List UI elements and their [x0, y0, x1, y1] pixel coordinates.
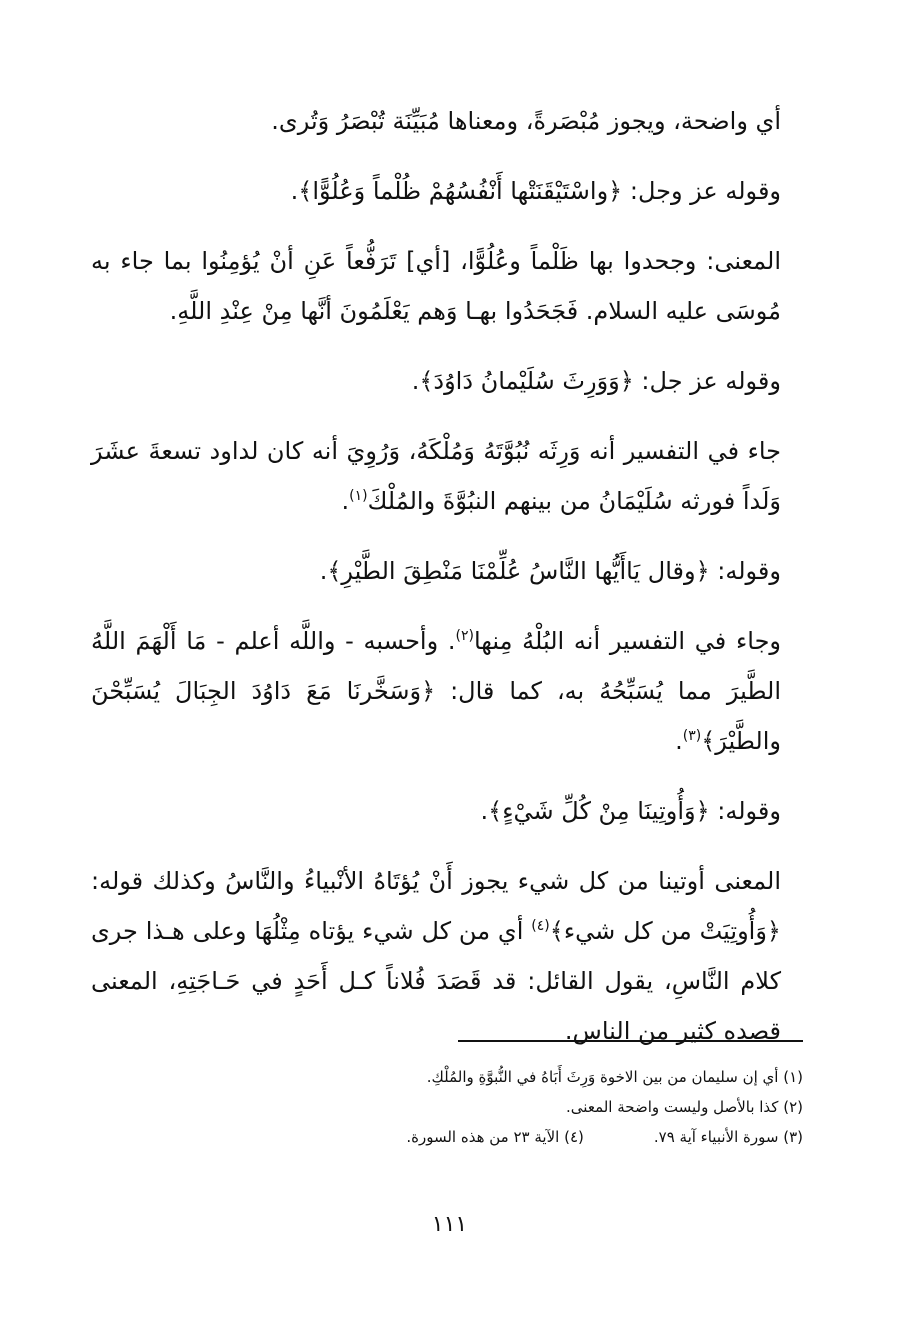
paragraph-9 [91, 856, 803, 1056]
footnote-1: (١) أي إن سليمان من بين الاخوة وَرِثَ أَبَاهُ في النُّبوَّةِ والمُلْكِ. [426, 1068, 803, 1086]
paragraph-7-mid: . وأحسبه - واللَّه أعلم - مَا أَلْهَمَ اللَّهُ الطَّيرَ مما يُسَبِّحُهُ به، كما قال: ﴿وَسَخَّرنَا مَعَ دَاوُدَ الجِبَالَ يُسَبِّحْنَ والطَّيْرَ﴾ [91, 627, 781, 755]
paragraph-7-end: . [675, 727, 683, 755]
paragraph-8 [91, 786, 803, 836]
footnote-ref-2[interactable]: (٢) [455, 628, 474, 644]
paragraph-2-text: وقوله عز وجل: ﴿واسْتَيْقَنَتْها أَنْفُسُهُمْ ظُلْماً وَعُلُوًّا﴾. [290, 177, 781, 205]
footnote-ref-1[interactable]: (١) [349, 488, 368, 504]
paragraph-2 [91, 166, 803, 216]
page-number: ١١١ [431, 1212, 468, 1237]
footnote-2: (٢) كذا بالأصل وليست واضحة المعنى. [566, 1098, 803, 1116]
paragraph-3 [91, 236, 803, 336]
paragraph-6-text: وقوله: ﴿وقال يَاأَيُّها النَّاسُ عُلِّمْنَا مَنْطِقَ الطَّيْرِ﴾. [319, 557, 781, 585]
footnote-ref-4[interactable]: (٤) [531, 918, 550, 934]
page-body [91, 96, 803, 1076]
paragraph-5-text: جاء في التفسير أنه وَرِثَه نُبُوَّتَهُ وَمُلْكَهُ، وَرُوِيَ أنه كان لداود تسعةَ عشَرَ وَلَداً فورثه سُلَيْمَانُ من بينهم النبُوَّةَ والمُلْكَ [91, 437, 781, 515]
footnote-3: (٣) سورة الأنبياء آية ٧٩. [653, 1128, 803, 1146]
paragraph-8-text: وقوله: ﴿وَأُوتِينَا مِنْ كُلِّ شَيْءٍ﴾. [480, 797, 781, 825]
paragraph-9-text: المعنى أوتينا من كل شيء يجوز أَنْ يُؤتَاهُ الأنْبياءُ والنَّاسُ وكذلك قوله: ﴿وَأُوتِيَتْ من كل شيء﴾ [91, 867, 781, 945]
paragraph-4 [91, 356, 803, 406]
paragraph-6 [91, 546, 803, 596]
footnotes [91, 1062, 803, 1152]
paragraph-4-text: وقوله عز جل: ﴿وَوَرِثَ سُلَيْمانُ دَاوُدَ﴾. [411, 367, 781, 395]
footnote-divider [458, 1040, 803, 1042]
footnote-ref-3[interactable]: (٣) [682, 728, 702, 744]
paragraph-1-text: أي واضحة، ويجوز مُبْصَرةً، ومعناها مُبَيِّنَة تُبْصَرُ وَتُرى. [271, 107, 781, 135]
paragraph-3-text: المعنى: وجحدوا بها ظَلْماً وعُلُوًّا، [أي] تَرَفُّعاً عَنِ أنْ يُؤمِنُوا بما جاء به مُوسَى عليه السلام. فَجَحَدُوا بهـا وَهم يَعْلَمُونَ أنَّها مِنْ عِنْدِ اللَّهِ. [91, 247, 781, 325]
paragraph-1 [91, 96, 803, 146]
paragraph-7 [91, 616, 803, 766]
paragraph-9-end: أي من كل شيء يؤتاه مِثْلُهَا وعلى هـذا جرى كلام النَّاسِ، يقول القائل: قد قَصَدَ فُلاناً كـل أَحَدٍ في حَـاجَتِهِ، المعنى قصده كثير من الناس. [91, 917, 781, 1045]
paragraph-7-text: وجاء في التفسير أنه البُلْهُ مِنها [473, 627, 782, 655]
footnote-row-3-4 [91, 1122, 803, 1152]
footnote-4: (٤) الآية ٢٣ من هذه السورة. [406, 1128, 584, 1146]
paragraph-5-end: . [341, 487, 350, 515]
paragraph-5 [91, 426, 803, 526]
